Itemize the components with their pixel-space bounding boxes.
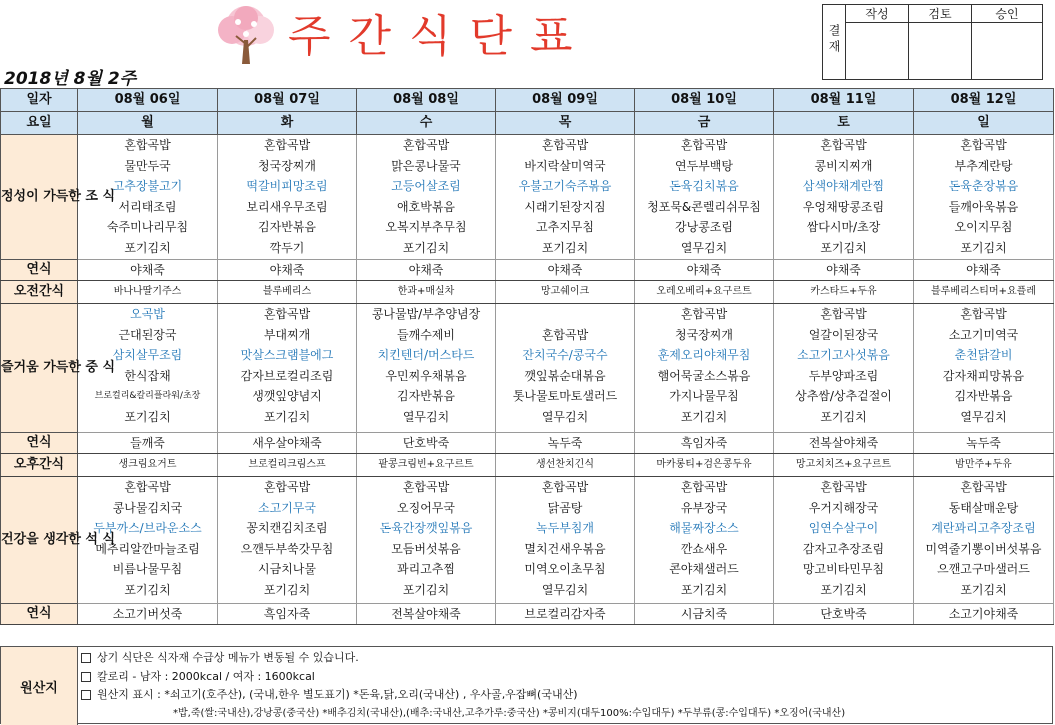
menu-item: 혼합곡밥 (960, 138, 1007, 152)
late-snack-row-3 (1, 604, 1054, 625)
lunch-label: 즐거움 가득한 중 식 (1, 304, 78, 433)
menu-item: 포기김치 (820, 582, 867, 597)
menu-item: 미역오이초무침 (524, 562, 606, 577)
checkbox-icon (81, 672, 91, 682)
approval-col-review: 검토 (909, 5, 972, 23)
menu-item: 혼합곡밥 (402, 138, 450, 152)
breakfast-day-cell (357, 135, 496, 260)
menu-item: 혼합곡밥 (960, 307, 1007, 321)
menu-item-main: 고추장불고기 (112, 179, 183, 194)
menu-item: 포기김치 (402, 582, 450, 597)
menu-item: 오복지부추무침 (385, 220, 467, 235)
menu-item-main: 두부까스/브라운소스 (93, 521, 202, 536)
menu-item-main: 훈제오리야채무침 (657, 348, 751, 363)
menu-item: 감자고추장조림 (802, 541, 885, 556)
menu-item: 보리새우무조림 (246, 199, 328, 214)
menu-item: 유부장국 (680, 500, 728, 515)
menu-item: 브로컬리&칼리플라워/초장 (94, 391, 201, 402)
menu-item: 연두부백탕 (675, 158, 733, 173)
date-row (1, 89, 1054, 112)
late-snack-cell: 야채죽 (357, 260, 496, 281)
menu-item: 고추지무침 (536, 220, 594, 235)
late-snack-cell: 야채죽 (218, 260, 357, 281)
late-snack-cell: 녹두죽 (914, 433, 1054, 454)
approval-label: 결재 (823, 5, 846, 80)
late-snack-cell: 전복살야채죽 (357, 604, 496, 625)
menu-item-main: 잔치국수/콩국수 (522, 348, 608, 363)
menu-item: 콩나물김치국 (112, 500, 183, 515)
menu-item: 들깨수제비 (397, 327, 455, 342)
menu-item: 혼합곡밥 (541, 327, 589, 342)
menu-item: 숙주미나리무침 (106, 220, 189, 235)
breakfast-day-cell (496, 135, 635, 260)
menu-item: 혼합곡밥 (263, 480, 311, 494)
menu-item: 포기김치 (124, 240, 171, 255)
menu-item: 포기김치 (402, 240, 450, 255)
menu-item: 물만두국 (124, 158, 171, 173)
menu-item: 햄어묵굴소스볶음 (657, 368, 751, 383)
menu-item (496, 304, 634, 325)
approval-slot-review[interactable] (909, 23, 972, 80)
menu-item-main: 임연수살구이 (808, 521, 879, 536)
cherry-blossom-tree-icon (210, 4, 282, 66)
menu-item: 포기김치 (541, 240, 589, 255)
menu-item: 열무김치 (541, 582, 589, 597)
menu-item: 열무김치 (402, 409, 450, 424)
weekday-cell: 월 (78, 112, 218, 135)
menu-item: 포기김치 (263, 409, 311, 424)
late-snack-cell: 야채죽 (496, 260, 635, 281)
late-snack-cell: 들깨죽 (78, 433, 218, 454)
weekday-cell: 목 (496, 112, 635, 135)
menu-item-main: 우불고기숙주볶음 (518, 179, 612, 194)
menu-item: 오이지무침 (954, 220, 1013, 235)
date-cell: 08월 11일 (774, 89, 914, 112)
date-cell: 08월 08일 (357, 89, 496, 112)
afternoon-snack-label: 오후간식 (1, 454, 78, 477)
checkbox-icon (81, 653, 91, 663)
approval-col-approve: 승인 (972, 5, 1043, 23)
afternoon-snack-cell: 팥콩크림빈+요구르트 (357, 454, 496, 477)
dinner-day-cell (635, 477, 774, 604)
week-label: 2018년 8월 2주 (4, 69, 137, 89)
menu-item: 포기김치 (960, 582, 1007, 597)
date-cell: 08월 12일 (914, 89, 1054, 112)
late-snack-cell: 야채죽 (78, 260, 218, 281)
menu-item: 깐쇼새우 (680, 541, 728, 556)
page-title: 주간식단표 (288, 11, 591, 62)
date-row-label: 일자 (1, 89, 78, 112)
menu-item: 깍두기 (269, 240, 305, 255)
menu-item: 김자반볶음 (954, 389, 1013, 404)
menu-item: 오징어무국 (397, 500, 455, 515)
menu-item-main: 소고기고사섯볶음 (797, 348, 890, 363)
date-cell: 08월 09일 (496, 89, 635, 112)
morning-snack-cell: 망고쉐이크 (496, 281, 635, 304)
weekday-cell: 금 (635, 112, 774, 135)
approval-box (822, 4, 1043, 80)
menu-item: 김자반볶음 (258, 220, 316, 235)
menu-item: 혼합곡밥 (960, 480, 1007, 494)
menu-item: 열무김치 (541, 409, 589, 424)
menu-item-main: 계란꽈리고추장조림 (931, 521, 1036, 536)
note-line: *밥,죽(쌀:국내산),강낭콩(중국산) *배추김치(국내산),(배추:국내산,고추가루:중국산) *콩비지(대두100%:수입대두) *두부류(콩:수입대두) *오징어(국내산) (173, 707, 846, 719)
menu-item-main: 맛살스크램블에그 (240, 348, 334, 363)
note-line: 칼로리 - 남자 : 2000kcal / 여자 : 1600kcal (81, 668, 845, 687)
morning-snack-cell: 블루베리스티머+요플레 (914, 281, 1054, 304)
menu-item: 닭곰탕 (547, 500, 583, 515)
late-snack-label: 연식 (1, 604, 78, 625)
lunch-day-cell (357, 304, 496, 433)
late-snack-cell: 흑임자죽 (635, 433, 774, 454)
menu-item: 오곡밥 (130, 307, 165, 321)
menu-item-main: 춘천닭갈비 (954, 348, 1013, 363)
weekday-row-label: 요일 (1, 112, 78, 135)
morning-snack-cell: 바나나딸기주스 (78, 281, 218, 304)
menu-item: 생깻잎양념지 (252, 389, 322, 404)
menu-item: 열무김치 (960, 409, 1007, 424)
menu-item: 으깬고구마샐러드 (937, 562, 1030, 577)
late-snack-row-2 (1, 433, 1054, 454)
menu-item: 혼합곡밥 (680, 307, 728, 321)
menu-item: 우거지해장국 (808, 500, 879, 515)
menu-item: 혼합곡밥 (820, 138, 867, 152)
note-line: 원산지 표시 : *쇠고기(호주산), (국내,한우 별도표기) *돈육,닭,오리(국내산) , 우사골,우잡뼈(국내산) (81, 686, 845, 705)
date-cell: 08월 07일 (218, 89, 357, 112)
menu-item: 들깨아욱볶음 (948, 199, 1019, 214)
morning-snack-row (1, 281, 1054, 304)
menu-item: 메추리알깐마늘조림 (95, 541, 200, 556)
late-snack-cell: 흑임자죽 (218, 604, 357, 625)
weekday-cell: 토 (774, 112, 914, 135)
late-snack-cell: 소고기야채죽 (914, 604, 1054, 625)
menu-item: 비름나물무침 (112, 562, 183, 577)
menu-item: 부추계란탕 (954, 158, 1013, 173)
afternoon-snack-cell: 생선찬치긴식 (496, 454, 635, 477)
lunch-day-cell (635, 304, 774, 433)
menu-item: 포기김치 (263, 582, 311, 597)
menu-item: 김자반볶음 (397, 389, 455, 404)
dinner-label: 건강을 생각한 석 식 (1, 477, 78, 604)
dinner-day-cell (774, 477, 914, 604)
menu-item: 포기김치 (680, 409, 728, 424)
weekday-cell: 수 (357, 112, 496, 135)
late-snack-label: 연식 (1, 260, 78, 281)
menu-item: 강낭콩조림 (675, 220, 733, 235)
menu-item: 감자채피망볶음 (942, 368, 1025, 383)
menu-item: 혼합곡밥 (263, 307, 311, 321)
dinner-day-cell (914, 477, 1054, 604)
menu-item: 으깬두부쑥갓무침 (240, 541, 334, 556)
dinner-day-cell (218, 477, 357, 604)
origin-notes (0, 646, 1053, 724)
late-snack-cell: 단호박죽 (357, 433, 496, 454)
note-line: 상기 식단은 식자재 수급상 메뉴가 변동될 수 있습니다. (81, 649, 845, 668)
menu-item-main: 떡갈비피망조림 (246, 179, 328, 194)
menu-item: 혼합곡밥 (124, 480, 171, 494)
lunch-day-cell (914, 304, 1054, 433)
breakfast-day-cell (774, 135, 914, 260)
menu-item: 부대찌개 (263, 327, 311, 342)
menu-item-main: 녹두부침개 (536, 521, 594, 536)
menu-item: 시래기된장지짐 (524, 199, 606, 214)
breakfast-day-cell (635, 135, 774, 260)
menu-item: 혼합곡밥 (124, 138, 171, 152)
menu-item: 혼합곡밥 (820, 307, 867, 321)
menu-item: 포기김치 (820, 240, 867, 255)
late-snack-cell: 소고기버섯죽 (78, 604, 218, 625)
menu-item: 포기김치 (820, 409, 867, 424)
menu-item: 포기김치 (124, 409, 171, 424)
menu-item-main: 고등어살조림 (391, 179, 461, 194)
menu-item: 애호박볶음 (397, 199, 455, 214)
morning-snack-cell: 한과+매실차 (357, 281, 496, 304)
breakfast-day-cell (218, 135, 357, 260)
menu-item-main: 해물짜장소스 (669, 521, 739, 536)
lunch-day-cell (218, 304, 357, 433)
morning-snack-label: 오전간식 (1, 281, 78, 304)
menu-item: 혼합곡밥 (541, 138, 589, 152)
menu-item: 청국장찌개 (258, 158, 316, 173)
menu-item-main: 돈육간장깻잎볶음 (379, 521, 473, 536)
date-cell: 08월 10일 (635, 89, 774, 112)
breakfast-label: 정성이 가득한 조 식 (1, 135, 78, 260)
menu-item: 혼합곡밥 (680, 138, 728, 152)
menu-item: 쌈다시마/초장 (806, 220, 881, 235)
menu-item: 상추쌈/상추겉절이 (795, 389, 892, 404)
late-snack-cell: 브로컬리감자죽 (496, 604, 635, 625)
weekday-row (1, 112, 1054, 135)
menu-item: 바지락살미역국 (524, 158, 606, 173)
weekday-cell: 일 (914, 112, 1054, 135)
origin-label: 원산지 (1, 647, 78, 725)
menu-item: 깻잎볶순대볶음 (524, 368, 606, 383)
morning-snack-cell: 카스타드+두유 (774, 281, 914, 304)
lunch-day-cell (496, 304, 635, 433)
menu-item: 톳나물토마토샐러드 (512, 389, 618, 404)
menu-item: 얼갈이된장국 (808, 327, 879, 342)
breakfast-day-cell (914, 135, 1054, 260)
menu-item: 멸치건새우볶음 (524, 541, 606, 556)
morning-snack-cell: 오레오베리+요구르트 (635, 281, 774, 304)
notes-body (81, 649, 845, 723)
menu-item: 청포묵&콘렐리쉬무침 (647, 199, 761, 214)
menu-item: 포기김치 (124, 582, 171, 597)
checkbox-icon (81, 690, 91, 700)
menu-item: 포기김치 (960, 240, 1007, 255)
menu-item: 우엉채땅콩조림 (802, 199, 885, 214)
approval-slot-approve[interactable] (972, 23, 1043, 80)
late-snack-row-1 (1, 260, 1054, 281)
menu-item-main: 삼색야채계란찜 (802, 179, 885, 194)
menu-item: 동태살매운탕 (948, 500, 1019, 515)
afternoon-snack-cell: 망고치치즈+요구르트 (774, 454, 914, 477)
menu-item-main: 꽁치캔김치조림 (246, 521, 328, 536)
weekly-menu-table (0, 88, 1054, 625)
dinner-day-cell (357, 477, 496, 604)
menu-item: 콘야채샐러드 (669, 562, 739, 577)
late-snack-label: 연식 (1, 433, 78, 454)
menu-item: 청국장찌개 (675, 327, 733, 342)
approval-col-write: 작성 (846, 5, 909, 23)
menu-item: 망고비타민무침 (802, 562, 885, 577)
breakfast-row (1, 135, 1054, 260)
menu-item: 감자브로컬리조림 (240, 368, 334, 383)
menu-item: 열무김치 (680, 240, 728, 255)
menu-item: 꽈리고추찜 (397, 562, 455, 577)
menu-item: 미역줄기뽕이버섯볶음 (925, 541, 1042, 556)
afternoon-snack-cell: 생크림요거트 (78, 454, 218, 477)
date-cell: 08월 06일 (78, 89, 218, 112)
menu-item: 두부양파조림 (808, 368, 879, 383)
late-snack-cell: 녹두죽 (496, 433, 635, 454)
menu-item: 모듬버섯볶음 (391, 541, 461, 556)
menu-item-main: 돈육춘장볶음 (948, 179, 1019, 194)
dinner-row (1, 477, 1054, 604)
late-snack-cell: 야채죽 (774, 260, 914, 281)
menu-item: 서리태조림 (118, 199, 177, 214)
lunch-day-cell (774, 304, 914, 433)
menu-item: 가지나물무침 (669, 389, 739, 404)
menu-item: 혼합곡밥 (263, 138, 311, 152)
lunch-row (1, 304, 1054, 433)
weekday-cell: 화 (218, 112, 357, 135)
menu-item: 혼합곡밥 (402, 480, 450, 494)
menu-item: 시금치나물 (258, 562, 316, 577)
dinner-day-cell (496, 477, 635, 604)
late-snack-cell: 야채죽 (635, 260, 774, 281)
menu-item: 콩나물밥/부추양념장 (371, 307, 481, 321)
menu-item: 맑은콩나물국 (391, 158, 461, 173)
menu-item-main: 삼치살무조림 (112, 348, 183, 363)
menu-item: 우민찌우채볶음 (385, 368, 467, 383)
late-snack-cell: 단호박죽 (774, 604, 914, 625)
approval-slot-write[interactable] (846, 23, 909, 80)
late-snack-cell: 야채죽 (914, 260, 1054, 281)
late-snack-cell: 시금치죽 (635, 604, 774, 625)
dinner-day-cell (78, 477, 218, 604)
menu-item: 한식잡채 (124, 368, 171, 383)
menu-item: 혼합곡밥 (541, 480, 589, 494)
menu-item-main: 치킨텐더/머스타드 (377, 348, 475, 363)
menu-item: 소고기미역국 (948, 327, 1019, 342)
afternoon-snack-row (1, 454, 1054, 477)
afternoon-snack-cell: 브로컬리크림스프 (218, 454, 357, 477)
page-header (0, 0, 1055, 88)
menu-item: 혼합곡밥 (820, 480, 867, 494)
menu-item: 콩비지찌개 (814, 158, 873, 173)
afternoon-snack-cell: 마카롱티+검은콩두유 (635, 454, 774, 477)
menu-item: 소고기무국 (258, 500, 316, 515)
menu-item: 포기김치 (680, 582, 728, 597)
late-snack-cell: 전복살야채죽 (774, 433, 914, 454)
morning-snack-cell: 블루베리스 (218, 281, 357, 304)
late-snack-cell: 새우살야채죽 (218, 433, 357, 454)
menu-item-main: 돈육김치볶음 (669, 179, 739, 194)
afternoon-snack-cell: 밤만주+두유 (914, 454, 1054, 477)
menu-item: 근대된장국 (118, 327, 177, 342)
menu-item: 혼합곡밥 (680, 480, 728, 494)
